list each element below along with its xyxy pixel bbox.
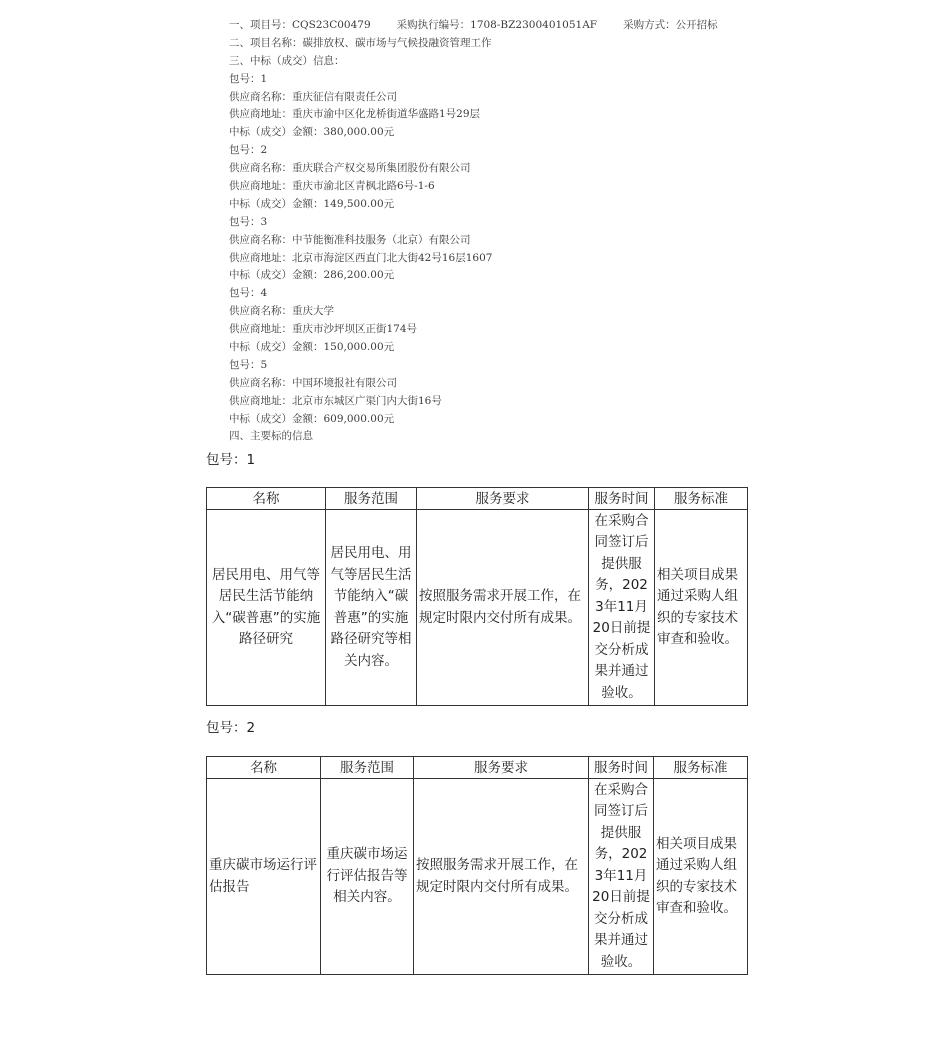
supplier-name: 供应商名称：重庆联合产权交易所集团股份有限公司 — [229, 162, 471, 175]
cell-scope: 居民用电、用气等居民生活节能纳入“碳普惠”的实施路径研究等相关内容。 — [326, 510, 417, 706]
supplier-address: 供应商地址：北京市海淀区西直门北大街42号16层1607 — [229, 251, 493, 264]
cell-time: 在采购合同签订后提供服务，2023年11月20日前提交分析成果并通过验收。 — [589, 779, 654, 975]
header-time: 服务时间 — [589, 488, 655, 510]
table-row — [207, 510, 748, 706]
project-numbers-line — [229, 17, 718, 35]
project-name: 二、项目名称：碳排放权、碳市场与气候投融资管理工作 — [229, 36, 492, 49]
table-row — [207, 779, 748, 975]
package-no: 包号：1 — [229, 72, 268, 85]
header-standard: 服务标准 — [654, 757, 748, 779]
cell-requirement: 按照服务需求开展工作，在规定时限内交付所有成果。 — [414, 779, 589, 975]
package-no: 包号：2 — [229, 144, 268, 157]
award-amount: 中标（成交）金额：609,000.00元 — [229, 412, 395, 425]
award-heading: 三、中标（成交）信息： — [229, 54, 345, 67]
cell-name: 重庆碳市场运行评估报告 — [207, 779, 321, 975]
cell-standard: 相关项目成果通过采购人组织的专家技术审查和验收。 — [655, 510, 748, 706]
cell-standard: 相关项目成果通过采购人组织的专家技术审查和验收。 — [654, 779, 748, 975]
header-standard: 服务标准 — [655, 488, 748, 510]
supplier-name: 供应商名称：中国环境报社有限公司 — [229, 376, 397, 389]
supplier-address: 供应商地址：重庆市渝中区化龙桥街道华盛路1号29层 — [229, 108, 481, 121]
award-amount: 中标（成交）金额：150,000.00元 — [229, 341, 395, 354]
package-no: 包号：5 — [229, 358, 268, 371]
award-info-section — [229, 17, 718, 446]
cell-requirement: 按照服务需求开展工作，在规定时限内交付所有成果。 — [417, 510, 589, 706]
header-scope: 服务范围 — [326, 488, 417, 510]
award-amount: 中标（成交）金额：286,200.00元 — [229, 269, 395, 282]
cell-name: 居民用电、用气等居民生活节能纳入“碳普惠”的实施路径研究 — [207, 510, 326, 706]
table-1-package-label: 包号：1 — [206, 452, 256, 468]
header-requirement: 服务要求 — [417, 488, 589, 510]
supplier-address: 供应商地址：重庆市渝北区青枫北路6号-1-6 — [229, 180, 435, 193]
header-requirement: 服务要求 — [414, 757, 589, 779]
table-header-row — [207, 757, 748, 779]
supplier-address: 供应商地址：重庆市沙坪坝区正街174号 — [229, 323, 418, 336]
procurement-method: 采购方式：公开招标 — [623, 19, 718, 31]
supplier-name: 供应商名称：中节能衡准科技服务（北京）有限公司 — [229, 233, 471, 246]
cell-time: 在采购合同签订后提供服务，2023年11月20日前提交分析成果并通过验收。 — [589, 510, 655, 706]
subject-table-2 — [206, 756, 748, 975]
package-no: 包号：4 — [229, 287, 268, 300]
table-header-row — [207, 488, 748, 510]
supplier-name: 供应商名称：重庆大学 — [229, 305, 334, 318]
award-amount: 中标（成交）金额：380,000.00元 — [229, 126, 395, 139]
header-time: 服务时间 — [589, 757, 654, 779]
award-amount: 中标（成交）金额：149,500.00元 — [229, 197, 395, 210]
header-scope: 服务范围 — [321, 757, 414, 779]
table-2-package-label: 包号：2 — [206, 720, 256, 736]
supplier-address: 供应商地址：北京市东城区广渠门内大街16号 — [229, 394, 442, 407]
header-name: 名称 — [207, 488, 326, 510]
project-no: 一、项目号：CQS23C00479 — [229, 19, 371, 31]
subject-table-1 — [206, 487, 748, 706]
supplier-name: 供应商名称：重庆征信有限责任公司 — [229, 90, 397, 103]
cell-scope: 重庆碳市场运行评估报告等相关内容。 — [321, 779, 414, 975]
package-no: 包号：3 — [229, 215, 268, 228]
exec-no: 采购执行编号：1708-BZ2300401051AF — [396, 19, 598, 31]
subject-heading: 四、主要标的信息 — [229, 430, 313, 443]
header-name: 名称 — [207, 757, 321, 779]
